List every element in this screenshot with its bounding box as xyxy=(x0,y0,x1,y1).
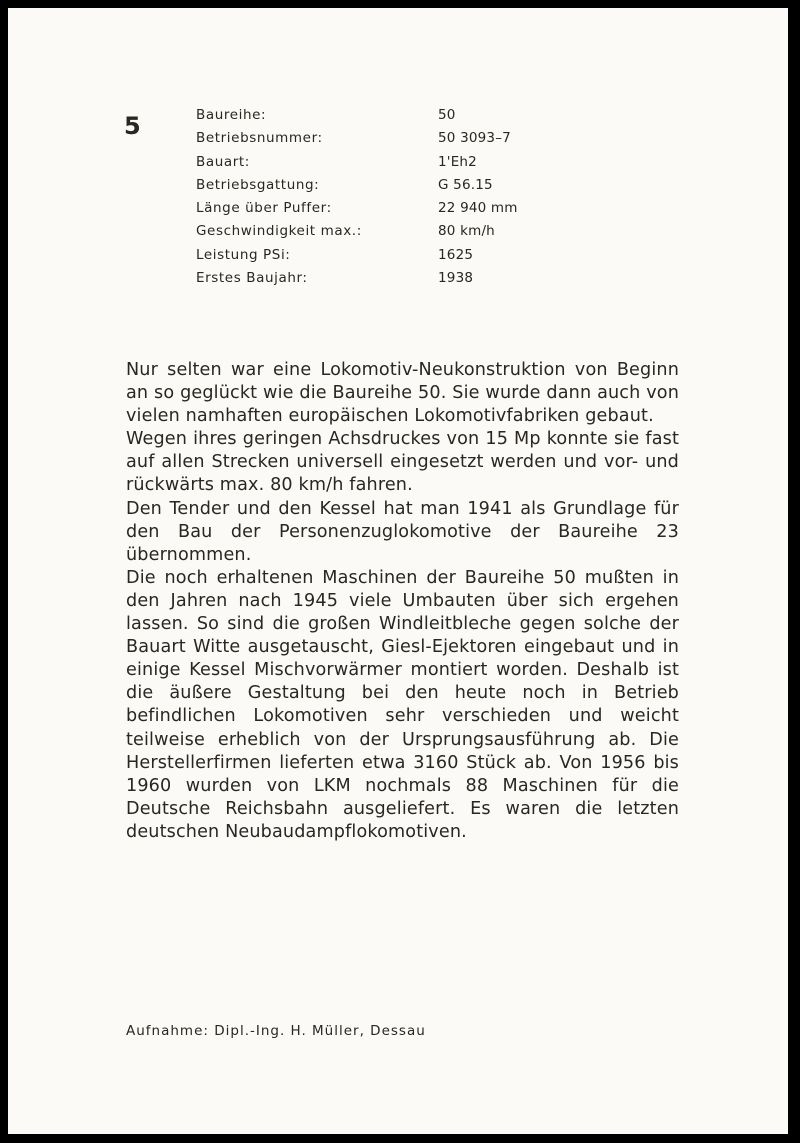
spec-label: Bauart: xyxy=(196,153,250,170)
spec-value: 50 3093–7 xyxy=(438,130,511,147)
spec-value: 1625 xyxy=(438,246,474,263)
spec-value: 1938 xyxy=(438,270,474,287)
spec-row xyxy=(196,220,616,243)
spec-value: G 56.15 xyxy=(438,176,493,193)
spec-row xyxy=(196,151,616,174)
spec-value: 50 xyxy=(438,107,456,123)
description-text xyxy=(126,359,679,844)
spec-row xyxy=(196,244,616,267)
spec-row xyxy=(196,104,616,127)
photo-credit: Aufnahme: Dipl.-Ing. H. Müller, Dessau xyxy=(126,1023,426,1039)
spec-row xyxy=(196,127,616,150)
spec-value: 1'Eh2 xyxy=(438,153,477,170)
spec-label: Baureihe: xyxy=(196,107,267,123)
spec-label: Geschwindigkeit max.: xyxy=(196,223,362,240)
paragraph: Nur selten war eine Lokomotiv-Neukonstruktion von Beginn an so geglückt wie die Baureihe 50. Sie wurde dann auch von vielen namhaften europäischen Lokomotivfabriken gebaut. xyxy=(126,360,679,427)
spec-value: 80 km/h xyxy=(438,223,495,240)
spec-label: Leistung PSi: xyxy=(196,246,291,263)
spec-table xyxy=(196,104,616,290)
spec-value: 22 940 mm xyxy=(438,200,518,217)
paragraph: Die noch erhaltenen Maschinen der Baureihe 50 mußten in den Jahren nach 1945 viele Umbauten über sich ergehen lassen. So sind die großen Windleitbleche gegen solche der Bauart Witte ausgetauscht, Giesl-Ejektoren eingebaut und in einige Kessel Mischvorwärmer montiert worden. Deshalb ist die äußere Gestaltung bei den heute noch in Betrieb befindlichen Lokomotiven sehr verschieden und weicht teilweise erheblich von der Ursprungsausführung ab. Die Herstellerfirmen lieferten etwa 3160 Stück ab. Von 1956 bis 1960 wurden von LKM nochmals 88 Maschinen für die Deutsche Reichsbahn ausgeliefert. Es waren die letzten deutschen Neubaudampflokomotiven. xyxy=(126,567,679,842)
paragraph: Wegen ihres geringen Achsdruckes von 15 Mp konnte sie fast auf allen Strecken universell eingesetzt werden und vor- und rückwärts max. 80 km/h fahren. xyxy=(126,429,679,496)
card-number: 5 xyxy=(124,112,141,140)
spec-row xyxy=(196,267,616,290)
spec-row xyxy=(196,174,616,197)
spec-row xyxy=(196,197,616,220)
spec-label: Betriebsnummer: xyxy=(196,130,323,147)
spec-label: Betriebsgattung: xyxy=(196,176,320,193)
spec-label: Erstes Baujahr: xyxy=(196,270,308,287)
postcard-back xyxy=(8,8,788,1134)
spec-label: Länge über Puffer: xyxy=(196,200,332,217)
paragraph: Den Tender und den Kessel hat man 1941 als Grundlage für den Bau der Personenzuglokomotive der Baureihe 23 übernommen. xyxy=(126,498,679,565)
